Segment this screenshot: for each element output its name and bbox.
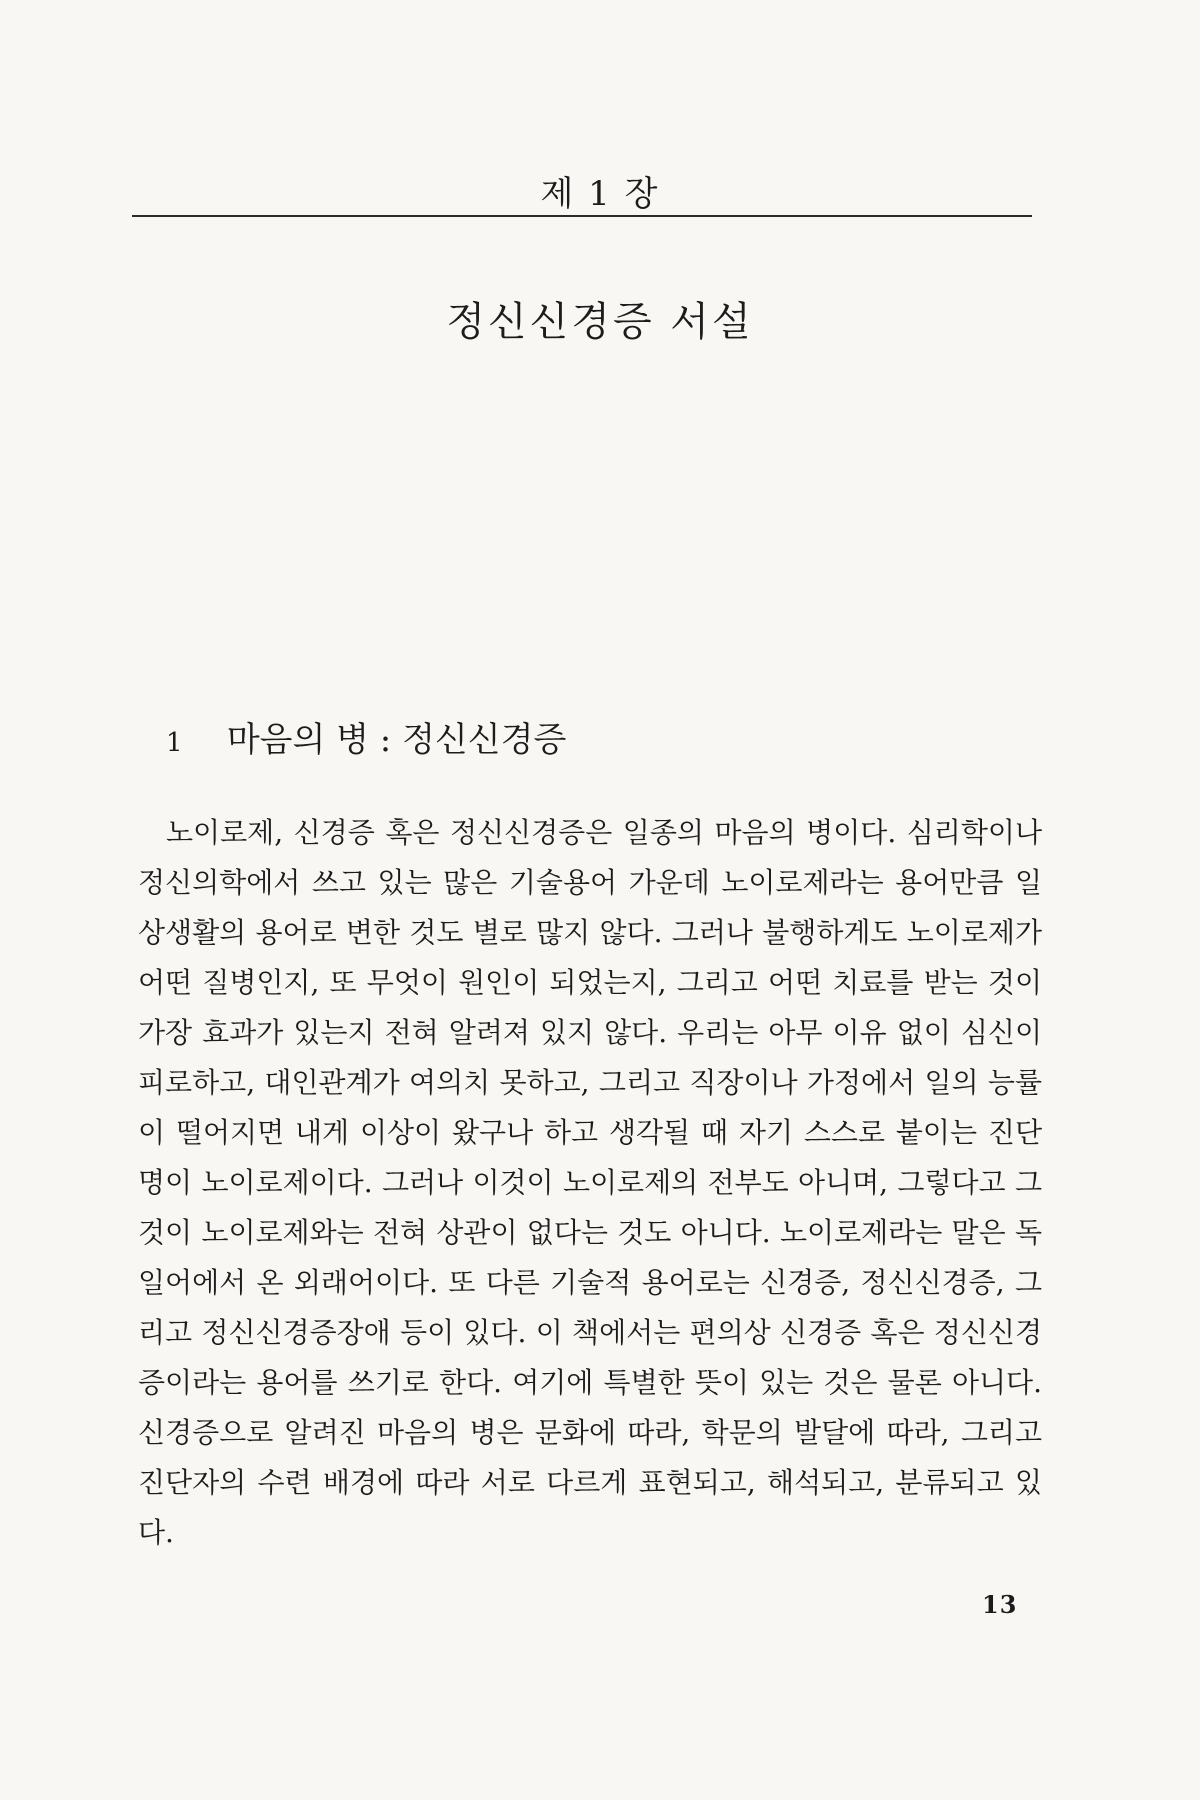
section-heading (166, 712, 566, 761)
chapter-title: 정신신경증 서설 (446, 299, 754, 345)
chapter-label: 제 1 장 (540, 174, 660, 214)
page-number: 13 (982, 1590, 1018, 1619)
body-paragraph: 노이로제, 신경증 혹은 정신신경증은 일종의 마음의 병이다. 심리학이나 정신의학에서 쓰고 있는 많은 기술용어 가운데 노이로제라는 용어만큼 일상생활의 용어로 변한 것도 별로 많지 않다. 그러나 불행하게도 노이로제가 어떤 질병인지, 또 무엇이 원인이 되었는지, 그리고 어떤 치료를 받는 것이 가장 효과가 있는지 전혀 알려져 있지 않다. 우리는 아무 이유 없이 심신이 피로하고, 대인관계가 여의치 못하고, 그리고 직장이나 가정에서 일의 능률이 떨어지면 내게 이상이 왔구나 하고 생각될 때 자기 스스로 붙이는 진단명이 노이로제이다. 그러나 이것이 노이로제의 전부도 아니며, 그렇다고 그것이 노이로제와는 전혀 상관이 없다는 것도 아니다. 노이로제라는 말은 독일어에서 온 외래어이다. 또 다른 기술적 용어로는 신경증, 정신신경증, 그리고 정신신경증장애 등이 있다. 이 책에서는 편의상 신경증 혹은 정신신경증이라는 용어를 쓰기로 한다. 여기에 특별한 뜻이 있는 것은 물론 아니다. 신경증으로 알려진 마음의 병은 문화에 따라, 학문의 발달에 따라, 그리고 진단자의 수련 배경에 따라 서로 다르게 표현되고, 해석되고, 분류되고 있다. (138, 816, 1042, 1549)
section-number: 1 (166, 728, 183, 758)
chapter-divider (132, 215, 1032, 217)
section-title: 마음의 병 : 정신신경증 (226, 720, 567, 760)
